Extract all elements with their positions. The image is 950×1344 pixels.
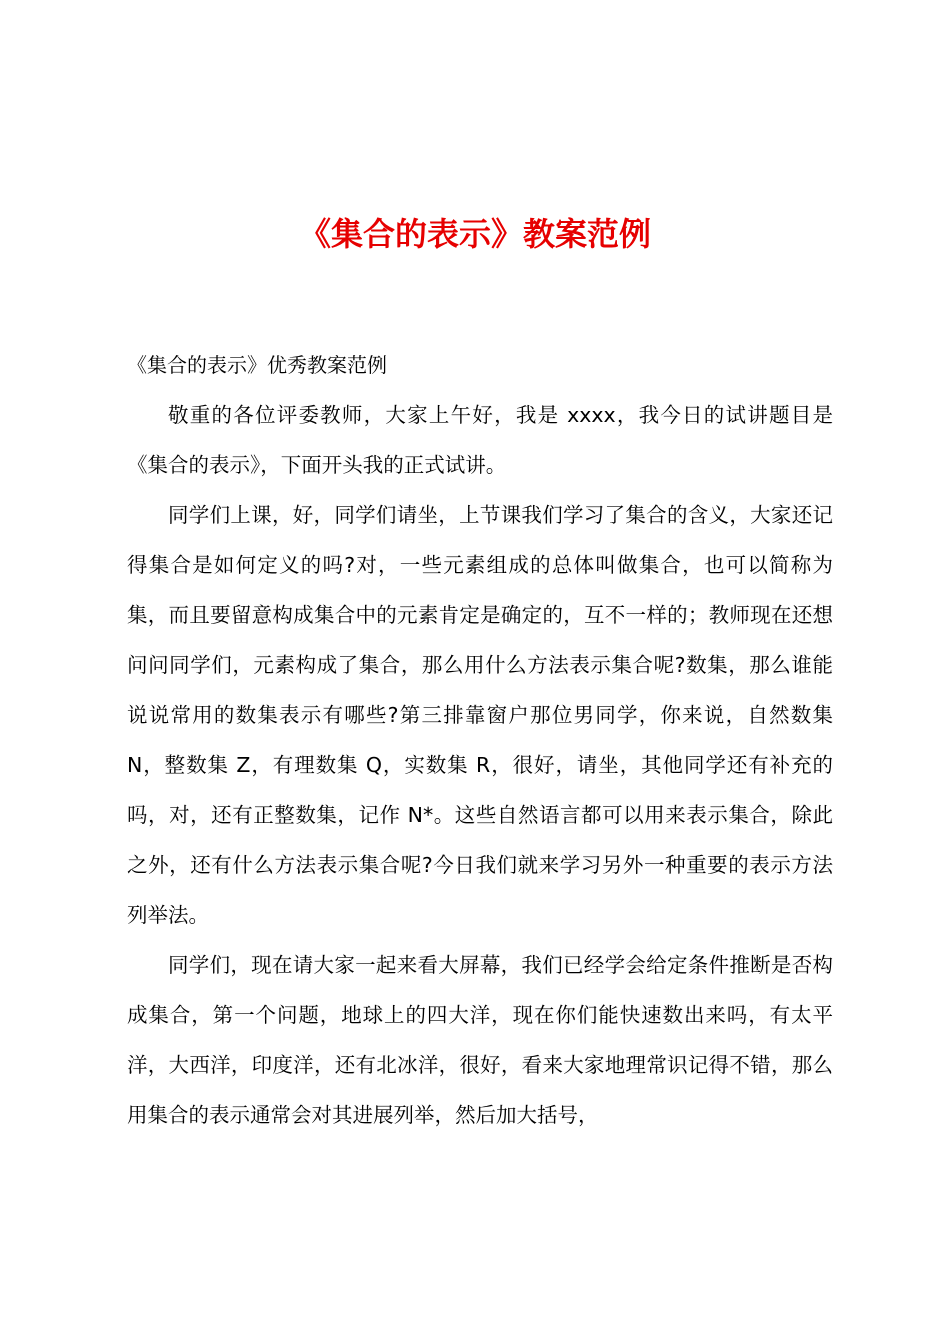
paragraph-intro: 敬重的各位评委教师，大家上午好，我是 xxxx，我今日的试讲题目是《集合的表示》，下面开头我的正式试讲。 — [127, 403, 833, 477]
document-subtitle: 《集合的表示》优秀教案范例 — [127, 353, 387, 377]
document-title: 《集合的表示》教案范例 — [298, 215, 651, 253]
paragraph-number-sets: 同学们上课，好，同学们请坐，上节课我们学习了集合的含义，大家还记得集合是如何定义的吗?对，一些元素组成的总体叫做集合，也可以简称为集，而且要留意构成集合中的元素肯定是确定的，互不一样的；教师现在还想问问同学们，元素构成了集合，那么用什么方法表示集合呢?数集，那么谁能说说常用的数集表示有哪些?第三排靠窗户那位男同学，你来说，自然数集 N，整数集 Z，有理数集 Q，实数集 R，很好，请坐，其他同学还有补充的吗，对，还有正整数集，记作 N*。这些自然语言都可以用来表示集合，除此之外，还有什么方法表示集合呢?今日我们就来学习另外一种重要的表示方法列举法。 — [127, 503, 833, 927]
paragraph-oceans: 同学们，现在请大家一起来看大屏幕，我们已经学会给定条件推断是否构成集合，第一个问题，地球上的四大洋，现在你们能快速数出来吗，有太平洋，大西洋，印度洋，还有北冰洋，很好，看来大家地理常识记得不错，那么用集合的表示通常会对其进展列举，然后加大括号， — [127, 953, 833, 1127]
document-body — [127, 340, 833, 1140]
